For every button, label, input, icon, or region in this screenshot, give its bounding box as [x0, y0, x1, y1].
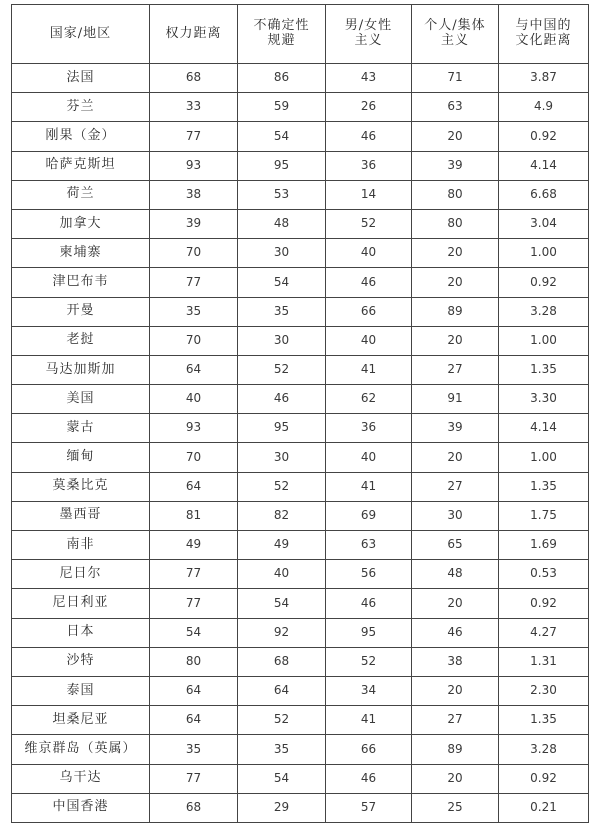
cell-country: 法国: [12, 64, 150, 93]
table-row: [12, 268, 589, 297]
cell-cultural-distance: 6.68: [499, 180, 589, 209]
cell-individualism: 20: [412, 239, 499, 268]
cell-cultural-distance: 0.92: [499, 764, 589, 793]
cell-masculinity: 41: [326, 355, 412, 384]
cell-individualism: 89: [412, 735, 499, 764]
cell-masculinity: 40: [326, 239, 412, 268]
cell-uncertainty-avoidance: 52: [238, 706, 326, 735]
cell-masculinity: 36: [326, 151, 412, 180]
cell-individualism: 65: [412, 531, 499, 560]
cell-power-distance: 35: [150, 735, 238, 764]
cell-country: 日本: [12, 618, 150, 647]
cell-individualism: 20: [412, 589, 499, 618]
cell-uncertainty-avoidance: 46: [238, 385, 326, 414]
table-row: [12, 151, 589, 180]
cell-power-distance: 49: [150, 531, 238, 560]
cell-country: 蒙古: [12, 414, 150, 443]
table-row: [12, 647, 589, 676]
table-row: [12, 414, 589, 443]
header-line: 男/女性: [344, 18, 393, 34]
cell-uncertainty-avoidance: 35: [238, 735, 326, 764]
header-masculinity: [326, 5, 412, 64]
cell-power-distance: 64: [150, 676, 238, 705]
cell-power-distance: 70: [150, 326, 238, 355]
cell-power-distance: 77: [150, 764, 238, 793]
cell-country: 缅甸: [12, 443, 150, 472]
cell-cultural-distance: 1.69: [499, 531, 589, 560]
cultural-distance-table: [11, 4, 589, 823]
header-line: 规避: [267, 33, 296, 48]
cell-power-distance: 80: [150, 647, 238, 676]
cell-masculinity: 46: [326, 122, 412, 151]
cell-individualism: 38: [412, 647, 499, 676]
cell-power-distance: 64: [150, 472, 238, 501]
cell-individualism: 91: [412, 385, 499, 414]
cell-uncertainty-avoidance: 54: [238, 268, 326, 297]
cell-country: 荷兰: [12, 180, 150, 209]
cell-masculinity: 52: [326, 209, 412, 238]
cell-individualism: 80: [412, 180, 499, 209]
cell-country: 坦桑尼亚: [12, 706, 150, 735]
cell-masculinity: 52: [326, 647, 412, 676]
table-row: [12, 618, 589, 647]
cell-uncertainty-avoidance: 29: [238, 793, 326, 822]
cell-country: 莫桑比克: [12, 472, 150, 501]
cell-uncertainty-avoidance: 59: [238, 93, 326, 122]
cell-uncertainty-avoidance: 64: [238, 676, 326, 705]
cell-masculinity: 36: [326, 414, 412, 443]
cell-masculinity: 40: [326, 326, 412, 355]
table-row: [12, 531, 589, 560]
table-row: [12, 64, 589, 93]
cell-individualism: 25: [412, 793, 499, 822]
table-header: [12, 5, 589, 64]
cell-uncertainty-avoidance: 49: [238, 531, 326, 560]
cell-masculinity: 57: [326, 793, 412, 822]
cell-uncertainty-avoidance: 30: [238, 326, 326, 355]
cell-individualism: 63: [412, 93, 499, 122]
cell-masculinity: 34: [326, 676, 412, 705]
cell-country: 津巴布韦: [12, 268, 150, 297]
cell-uncertainty-avoidance: 92: [238, 618, 326, 647]
cell-masculinity: 46: [326, 268, 412, 297]
cell-uncertainty-avoidance: 86: [238, 64, 326, 93]
table-row: [12, 676, 589, 705]
cell-power-distance: 64: [150, 706, 238, 735]
cell-country: 尼日尔: [12, 560, 150, 589]
table-row: [12, 180, 589, 209]
cell-country: 墨西哥: [12, 501, 150, 530]
cell-country: 刚果（金）: [12, 122, 150, 151]
cell-masculinity: 66: [326, 297, 412, 326]
cell-cultural-distance: 3.30: [499, 385, 589, 414]
cell-power-distance: 64: [150, 355, 238, 384]
table-row: [12, 472, 589, 501]
table-row: [12, 764, 589, 793]
cell-power-distance: 81: [150, 501, 238, 530]
table-row: [12, 355, 589, 384]
table-row: [12, 501, 589, 530]
cell-power-distance: 77: [150, 560, 238, 589]
table-row: [12, 589, 589, 618]
cell-power-distance: 38: [150, 180, 238, 209]
cell-masculinity: 63: [326, 531, 412, 560]
cell-cultural-distance: 0.53: [499, 560, 589, 589]
table-row: [12, 297, 589, 326]
cell-individualism: 20: [412, 122, 499, 151]
cell-masculinity: 62: [326, 385, 412, 414]
cell-individualism: 20: [412, 443, 499, 472]
header-line: 不确定性: [253, 18, 310, 34]
cell-uncertainty-avoidance: 30: [238, 443, 326, 472]
cell-individualism: 39: [412, 151, 499, 180]
cell-uncertainty-avoidance: 68: [238, 647, 326, 676]
header-row: [12, 5, 589, 64]
cell-uncertainty-avoidance: 35: [238, 297, 326, 326]
cell-masculinity: 95: [326, 618, 412, 647]
cell-uncertainty-avoidance: 54: [238, 589, 326, 618]
cell-uncertainty-avoidance: 40: [238, 560, 326, 589]
cell-country: 柬埔寨: [12, 239, 150, 268]
cell-masculinity: 26: [326, 93, 412, 122]
cell-masculinity: 69: [326, 501, 412, 530]
cell-individualism: 20: [412, 676, 499, 705]
cell-individualism: 39: [412, 414, 499, 443]
cell-country: 哈萨克斯坦: [12, 151, 150, 180]
cell-cultural-distance: 1.35: [499, 355, 589, 384]
cell-country: 老挝: [12, 326, 150, 355]
header-uncertainty-avoidance: [238, 5, 326, 64]
header-line: 文化距离: [515, 33, 572, 48]
cell-uncertainty-avoidance: 48: [238, 209, 326, 238]
cell-cultural-distance: 1.35: [499, 706, 589, 735]
cell-uncertainty-avoidance: 52: [238, 355, 326, 384]
cell-cultural-distance: 4.9: [499, 93, 589, 122]
cell-cultural-distance: 3.87: [499, 64, 589, 93]
table-row: [12, 209, 589, 238]
cell-uncertainty-avoidance: 95: [238, 414, 326, 443]
cell-individualism: 20: [412, 268, 499, 297]
cell-country: 开曼: [12, 297, 150, 326]
cell-cultural-distance: 3.04: [499, 209, 589, 238]
cell-cultural-distance: 1.00: [499, 326, 589, 355]
cell-country: 加拿大: [12, 209, 150, 238]
cell-power-distance: 93: [150, 151, 238, 180]
cell-individualism: 71: [412, 64, 499, 93]
cell-country: 尼日利亚: [12, 589, 150, 618]
table-row: [12, 239, 589, 268]
cell-individualism: 20: [412, 326, 499, 355]
cell-cultural-distance: 4.14: [499, 414, 589, 443]
cell-power-distance: 70: [150, 443, 238, 472]
cell-cultural-distance: 0.92: [499, 122, 589, 151]
cell-uncertainty-avoidance: 54: [238, 122, 326, 151]
cell-power-distance: 77: [150, 589, 238, 618]
header-line: 主义: [440, 33, 469, 48]
cell-country: 芬兰: [12, 93, 150, 122]
cell-individualism: 30: [412, 501, 499, 530]
cell-masculinity: 56: [326, 560, 412, 589]
cell-uncertainty-avoidance: 95: [238, 151, 326, 180]
cell-individualism: 20: [412, 764, 499, 793]
cell-individualism: 27: [412, 706, 499, 735]
cell-masculinity: 46: [326, 589, 412, 618]
cell-cultural-distance: 4.27: [499, 618, 589, 647]
table-row: [12, 560, 589, 589]
cell-power-distance: 33: [150, 93, 238, 122]
table-row: [12, 443, 589, 472]
cell-cultural-distance: 3.28: [499, 735, 589, 764]
cell-individualism: 48: [412, 560, 499, 589]
header-power-distance: [150, 5, 238, 64]
cell-power-distance: 54: [150, 618, 238, 647]
header-line: 个人/集体: [424, 18, 486, 34]
cell-power-distance: 93: [150, 414, 238, 443]
cell-individualism: 46: [412, 618, 499, 647]
cell-uncertainty-avoidance: 30: [238, 239, 326, 268]
cell-cultural-distance: 1.35: [499, 472, 589, 501]
cell-uncertainty-avoidance: 53: [238, 180, 326, 209]
cell-individualism: 27: [412, 355, 499, 384]
cell-power-distance: 77: [150, 122, 238, 151]
cell-masculinity: 40: [326, 443, 412, 472]
cell-power-distance: 70: [150, 239, 238, 268]
table-row: [12, 385, 589, 414]
table-row: [12, 326, 589, 355]
cell-power-distance: 77: [150, 268, 238, 297]
table-row: [12, 793, 589, 822]
header-line: 与中国的: [515, 18, 572, 34]
cell-masculinity: 41: [326, 706, 412, 735]
cell-country: 中国香港: [12, 793, 150, 822]
header-line: 国家/地区: [49, 25, 112, 41]
cell-power-distance: 35: [150, 297, 238, 326]
header-country: [12, 5, 150, 64]
cell-masculinity: 41: [326, 472, 412, 501]
header-individualism: [412, 5, 499, 64]
cell-cultural-distance: 3.28: [499, 297, 589, 326]
cell-masculinity: 14: [326, 180, 412, 209]
cell-power-distance: 39: [150, 209, 238, 238]
cell-country: 美国: [12, 385, 150, 414]
table-row: [12, 706, 589, 735]
cell-masculinity: 43: [326, 64, 412, 93]
cell-individualism: 80: [412, 209, 499, 238]
cell-country: 乌干达: [12, 764, 150, 793]
cell-country: 马达加斯加: [12, 355, 150, 384]
table-body: [12, 64, 589, 823]
cell-uncertainty-avoidance: 52: [238, 472, 326, 501]
cell-individualism: 89: [412, 297, 499, 326]
cell-uncertainty-avoidance: 82: [238, 501, 326, 530]
cell-country: 沙特: [12, 647, 150, 676]
cell-cultural-distance: 4.14: [499, 151, 589, 180]
cell-cultural-distance: 1.75: [499, 501, 589, 530]
cell-cultural-distance: 0.21: [499, 793, 589, 822]
cell-cultural-distance: 1.00: [499, 239, 589, 268]
cell-country: 南非: [12, 531, 150, 560]
cell-cultural-distance: 0.92: [499, 268, 589, 297]
cell-cultural-distance: 1.31: [499, 647, 589, 676]
cell-masculinity: 46: [326, 764, 412, 793]
cell-cultural-distance: 2.30: [499, 676, 589, 705]
cell-uncertainty-avoidance: 54: [238, 764, 326, 793]
cell-individualism: 27: [412, 472, 499, 501]
cell-cultural-distance: 0.92: [499, 589, 589, 618]
cell-cultural-distance: 1.00: [499, 443, 589, 472]
header-line: 权力距离: [165, 25, 222, 41]
cell-country: 维京群岛（英属）: [12, 735, 150, 764]
header-cultural-distance: [499, 5, 589, 64]
cell-country: 泰国: [12, 676, 150, 705]
cell-power-distance: 68: [150, 64, 238, 93]
table-row: [12, 122, 589, 151]
table-row: [12, 93, 589, 122]
cell-masculinity: 66: [326, 735, 412, 764]
cell-power-distance: 68: [150, 793, 238, 822]
table-row: [12, 735, 589, 764]
header-line: 主义: [354, 33, 383, 48]
cell-power-distance: 40: [150, 385, 238, 414]
